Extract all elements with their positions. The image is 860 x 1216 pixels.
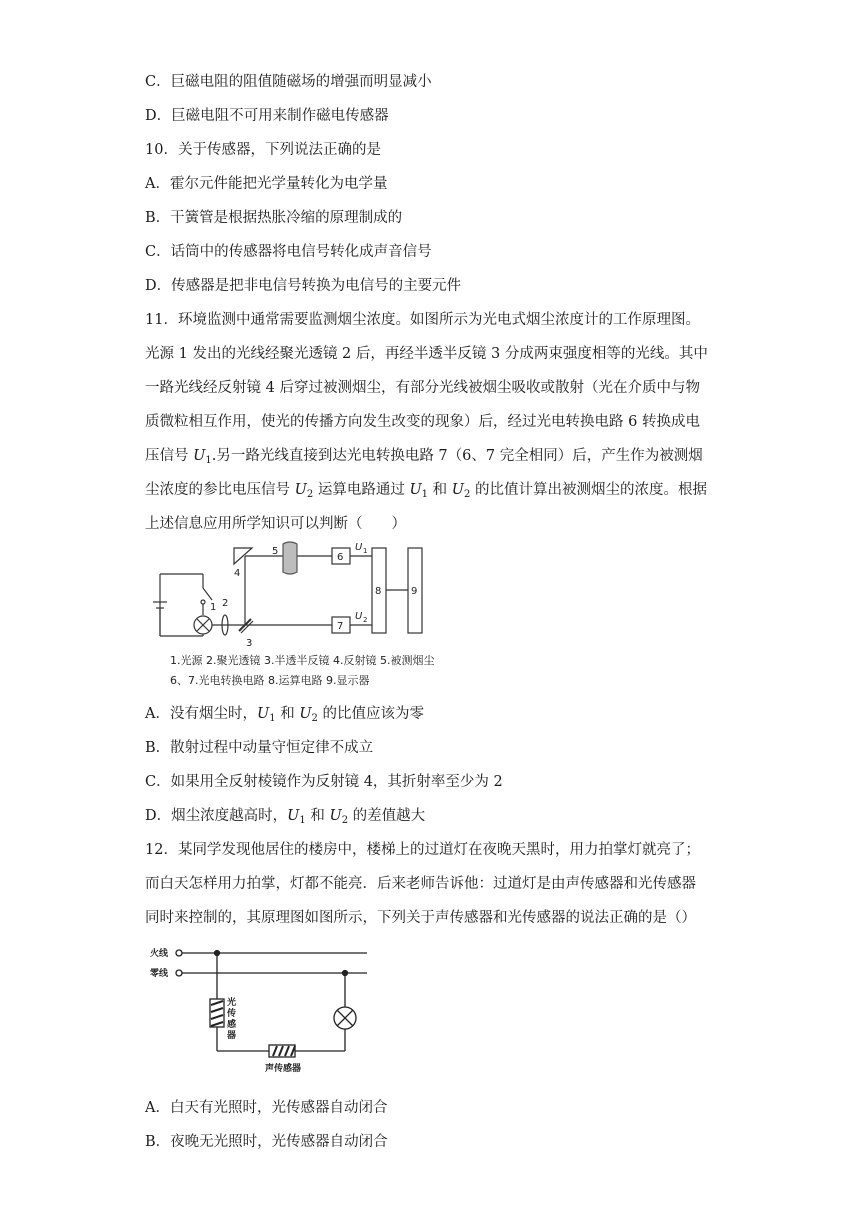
light-sensor-label: 器 <box>227 1031 237 1041</box>
live-wire-label: 火线 <box>150 949 169 959</box>
label-u1-sub: 1 <box>363 547 368 555</box>
q11-line: 上述信息应用所学知识可以判断（ ） <box>145 516 406 532</box>
light-sensor-label: 感 <box>227 1020 237 1030</box>
diagram-caption: 1.光源 2.聚光透镜 3.半透半反镜 4.反射镜 5.被测烟尘 <box>170 654 435 667</box>
q10-stem: 10．关于传感器，下列说法正确的是 <box>145 142 381 158</box>
q11-option-c: C．如果用全反射棱镜作为反射镜 4，其折射率至少为 2 <box>145 774 503 790</box>
q12-stem <box>145 840 725 942</box>
label-7: 7 <box>337 621 344 632</box>
label-6: 6 <box>337 552 344 563</box>
q11-option-b: B．散射过程中动量守恒定律不成立 <box>145 740 374 756</box>
q12-line: 12．某同学发现他居住的楼房中，楼梯上的过道灯在夜晚天黑时，用力拍掌灯就亮了； <box>145 842 700 858</box>
q11-line: 一路光线经反射镜 4 后穿过被测烟尘，有部分光线被烟尘吸收或散射（光在介质中与物 <box>145 380 700 396</box>
q9-option-d: D．巨磁电阻不可用来制作磁电传感器 <box>145 108 389 124</box>
q10-option-a: A．霍尔元件能把光学量转化为电学量 <box>145 176 388 192</box>
label-u1: U <box>355 542 363 553</box>
q10-option-b: B．干簧管是根据热胀冷缩的原理制成的 <box>145 210 403 226</box>
label-u2-sub: 2 <box>363 616 368 624</box>
q11-line: 尘浓度的参比电压信号 $U_2$ 运算电路通过 $U_1$ 和 $U_2$ 的比值计算出被测烟尘的浓度。根据 <box>145 482 707 500</box>
label-8: 8 <box>375 586 382 597</box>
label-5: 5 <box>272 546 279 557</box>
q11-line: 压信号 $U_1$.另一路光线直接到达光电转换电路 7（6、7 完全相同）后，产生作为被测烟 <box>145 448 703 466</box>
q11-line: 11．环境监测中通常需要监测烟尘浓度。如图所示为光电式烟尘浓度计的工作原理图。 <box>145 312 700 328</box>
stair-light-circuit <box>145 945 380 1085</box>
label-u2: U <box>355 611 363 622</box>
q12-line: 同时来控制的，其原理图如图所示，下列关于声传感器和光传感器的说法正确的是（） <box>145 910 696 926</box>
neutral-wire-label: 零线 <box>150 969 169 979</box>
q10-option-d: D．传感器是把非电信号转换为电信号的主要元件 <box>145 278 462 294</box>
q11-stem <box>145 310 725 548</box>
label-4: 4 <box>234 568 241 579</box>
label-1: 1 <box>210 602 217 613</box>
q9-option-c: C．巨磁电阻的阻值随磁场的增强而明显减小 <box>145 74 432 90</box>
q11-line: 质微粒相互作用，使光的传播方向发生改变的现象）后，经过光电转换电路 6 转换成电 <box>145 414 700 430</box>
q10-option-c: C．话筒中的传感器将电信号转化成声音信号 <box>145 244 432 260</box>
light-sensor-label: 传 <box>227 1009 237 1019</box>
q12-option-a: A．白天有光照时，光传感器自动闭合 <box>145 1100 388 1116</box>
label-9: 9 <box>411 586 418 597</box>
label-3: 3 <box>246 638 253 649</box>
q11-option-d: D．烟尘浓度越高时，$U_1$ 和 $U_2$ 的差值越大 <box>145 808 426 826</box>
q11-line: 光源 1 发出的光线经聚光透镜 2 后，再经半透半反镜 3 分成两束强度相等的光线。其中 <box>145 346 708 362</box>
q12-line: 而白天怎样用力拍掌，灯都不能亮．后来老师告诉他：过道灯是由声传感器和光传感器 <box>145 876 696 892</box>
diagram-caption: 6、7.光电转换电路 8.运算电路 9.显示器 <box>170 674 370 687</box>
label-2: 2 <box>222 598 229 609</box>
smoke-meter-diagram <box>150 538 480 698</box>
sound-sensor-label: 声传感器 <box>265 1064 302 1074</box>
q11-option-a: A．没有烟尘时，$U_1$ 和 $U_2$ 的比值应该为零 <box>145 706 425 724</box>
q12-option-b: B．夜晚无光照时，光传感器自动闭合 <box>145 1134 388 1150</box>
light-sensor-label: 光 <box>227 998 237 1008</box>
